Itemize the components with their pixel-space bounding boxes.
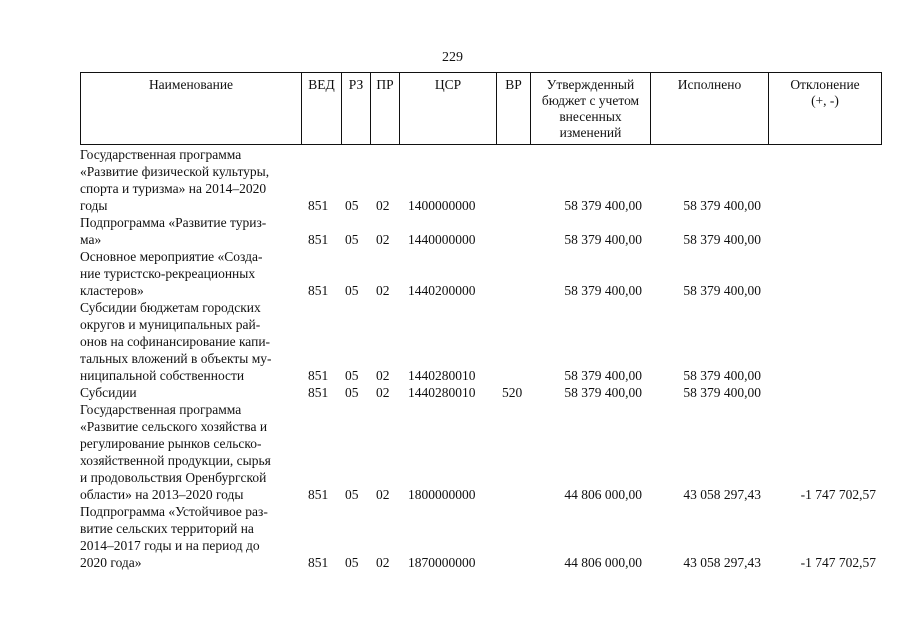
row-deviation: -1 747 702,57 — [800, 487, 876, 502]
table-row — [80, 248, 882, 299]
row-name-line: тальных вложений в объекты му- — [80, 351, 272, 366]
row-approved: 58 379 400,00 — [564, 232, 642, 247]
row-pr: 02 — [376, 385, 390, 400]
row-rz: 05 — [345, 385, 359, 400]
row-name-line: витие сельских территорий на — [80, 521, 254, 536]
row-name-line: годы — [80, 198, 108, 213]
row-csr: 1440000000 — [408, 232, 476, 247]
table-row — [80, 214, 882, 248]
header-vr — [496, 73, 530, 144]
row-pr: 02 — [376, 368, 390, 383]
header-deviation-line: Отклонение — [790, 77, 860, 92]
row-approved: 44 806 000,00 — [564, 555, 642, 570]
row-pr: 02 — [376, 487, 390, 502]
row-name-line: ма» — [80, 232, 102, 247]
row-executed: 58 379 400,00 — [683, 232, 761, 247]
row-name-line: ние туристско-рекреационных — [80, 266, 256, 281]
row-rz: 05 — [345, 283, 359, 298]
row-pr: 02 — [376, 232, 390, 247]
header-csr-text: ЦСР — [434, 77, 462, 92]
row-name-line: спорта и туризма» на 2014–2020 — [80, 181, 267, 196]
row-csr: 1440280010 — [408, 385, 476, 400]
header-approved — [530, 73, 650, 144]
row-name-line: онов на софинансирование капи- — [80, 334, 271, 349]
row-rz: 05 — [345, 368, 359, 383]
row-ved: 851 — [308, 368, 329, 383]
row-approved: 58 379 400,00 — [564, 385, 642, 400]
page-number: 229 — [442, 50, 463, 65]
row-rz: 05 — [345, 232, 359, 247]
header-pr-text: ПР — [376, 77, 394, 92]
row-name-line: Подпрограмма «Развитие туриз- — [80, 215, 267, 230]
header-rz — [341, 73, 370, 144]
row-name-line: ниципальной собственности — [80, 368, 245, 383]
row-name-line: округов и муниципальных рай- — [80, 317, 261, 332]
row-rz: 05 — [345, 198, 359, 213]
row-name — [80, 248, 295, 299]
row-executed: 58 379 400,00 — [683, 385, 761, 400]
row-vr: 520 — [502, 385, 523, 400]
header-vr-text: ВР — [505, 77, 522, 92]
row-name-line: Субсидии — [80, 385, 137, 400]
row-pr: 02 — [376, 555, 390, 570]
row-name-line: регулирование рынков сельско- — [80, 436, 262, 451]
header-deviation — [768, 73, 881, 144]
row-name-line: Подпрограмма «Устойчивое раз- — [80, 504, 268, 519]
row-name-line: Субсидии бюджетам городских — [80, 300, 261, 315]
row-executed: 43 058 297,43 — [683, 487, 761, 502]
row-name — [80, 384, 295, 401]
table-row — [80, 299, 882, 384]
row-name-line: хозяйственной продукции, сырья — [80, 453, 271, 468]
row-rz: 05 — [345, 555, 359, 570]
header-ved-text: ВЕД — [308, 77, 335, 92]
row-name-line: Государственная программа — [80, 402, 242, 417]
table-row — [80, 503, 882, 571]
row-name-line: 2014–2017 годы и на период до — [80, 538, 260, 553]
row-name-line: области» на 2013–2020 годы — [80, 487, 244, 502]
row-executed: 58 379 400,00 — [683, 198, 761, 213]
row-rz: 05 — [345, 487, 359, 502]
header-approved-line: Утвержденный — [546, 77, 635, 92]
row-csr: 1870000000 — [408, 555, 476, 570]
row-name — [80, 503, 295, 571]
row-csr: 1440200000 — [408, 283, 476, 298]
row-ved: 851 — [308, 385, 329, 400]
row-ved: 851 — [308, 555, 329, 570]
header-name-text: Наименование — [148, 77, 234, 92]
row-name-line: и продовольствия Оренбургской — [80, 470, 267, 485]
header-deviation-line: (+, -) — [811, 93, 839, 108]
table-row — [80, 401, 882, 503]
row-csr: 1400000000 — [408, 198, 476, 213]
row-name-line: Государственная программа — [80, 147, 242, 162]
row-approved: 58 379 400,00 — [564, 368, 642, 383]
header-csr — [399, 73, 496, 144]
row-approved: 44 806 000,00 — [564, 487, 642, 502]
table-row — [80, 146, 882, 214]
row-name-line: Основное мероприятие «Созда- — [80, 249, 263, 264]
header-executed-text: Исполнено — [677, 77, 742, 92]
row-name — [80, 146, 295, 214]
row-ved: 851 — [308, 198, 329, 213]
row-ved: 851 — [308, 283, 329, 298]
header-approved-line: изменений — [559, 125, 622, 140]
row-name-line: «Развитие физической культуры, — [80, 164, 270, 179]
row-name — [80, 401, 295, 503]
row-name-line: «Развитие сельского хозяйства и — [80, 419, 268, 434]
header-approved-line: бюджет с учетом — [541, 93, 640, 108]
row-csr: 1800000000 — [408, 487, 476, 502]
row-csr: 1440280010 — [408, 368, 476, 383]
header-executed — [650, 73, 768, 144]
row-deviation: -1 747 702,57 — [800, 555, 876, 570]
header-approved-line: внесенных — [559, 109, 622, 124]
header-ved — [301, 73, 341, 144]
row-approved: 58 379 400,00 — [564, 283, 642, 298]
row-pr: 02 — [376, 198, 390, 213]
row-executed: 43 058 297,43 — [683, 555, 761, 570]
header-pr — [370, 73, 399, 144]
row-ved: 851 — [308, 487, 329, 502]
row-executed: 58 379 400,00 — [683, 368, 761, 383]
row-name-line: 2020 года» — [80, 555, 142, 570]
row-pr: 02 — [376, 283, 390, 298]
table-header — [80, 72, 882, 145]
table-row — [80, 384, 882, 401]
row-approved: 58 379 400,00 — [564, 198, 642, 213]
row-ved: 851 — [308, 232, 329, 247]
header-rz-text: РЗ — [348, 77, 364, 92]
row-name — [80, 299, 295, 384]
row-executed: 58 379 400,00 — [683, 283, 761, 298]
row-name-line: кластеров» — [80, 283, 144, 298]
header-name — [81, 73, 301, 144]
row-name — [80, 214, 295, 248]
